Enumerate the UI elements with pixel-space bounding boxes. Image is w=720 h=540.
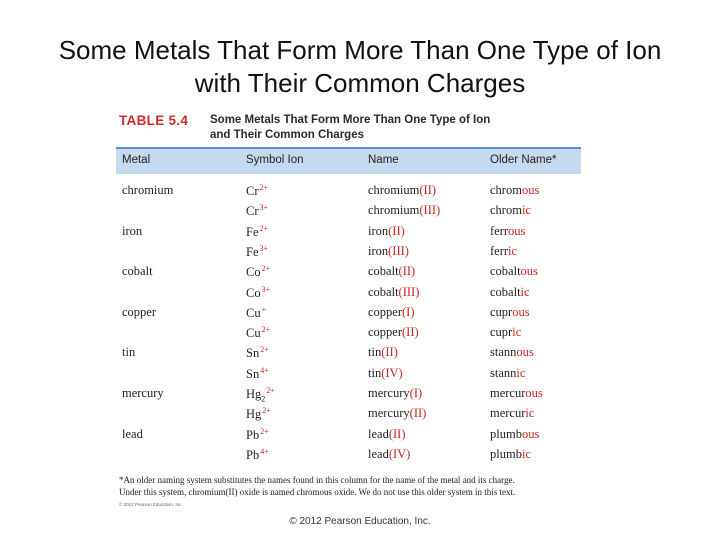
cell-name — [368, 285, 419, 300]
footnote-line-2: Under this system, chromium(II) oxide is named chromous oxide. We do not use this older system in this text. — [119, 487, 516, 497]
older-name-stem: mercur — [490, 386, 526, 400]
older-name-stem: cobalt — [490, 284, 521, 299]
cell-metal: copper — [122, 304, 157, 319]
roman-numeral: (II) — [388, 426, 406, 441]
ion-name: copper — [368, 325, 403, 340]
roman-numeral: (II) — [409, 406, 427, 421]
cell-symbol-ion — [246, 305, 266, 321]
older-name-stem: cupr — [490, 325, 513, 340]
cell-metal: iron — [122, 223, 143, 238]
roman-numeral: (III) — [419, 203, 441, 218]
ion-symbol: Cr — [246, 184, 259, 199]
ion-charge: 2+ — [260, 345, 269, 355]
cell-name — [368, 203, 440, 218]
table-caption-line-1: Some Metals That Form More Than One Type of Ion — [210, 114, 491, 126]
roman-numeral: (III) — [388, 243, 409, 258]
older-name-suffix: ic — [516, 365, 526, 380]
older-name-stem: cupr — [490, 304, 513, 319]
ion-symbol: Sn — [246, 346, 260, 361]
table-row — [116, 282, 581, 302]
cell-name — [368, 427, 405, 442]
column-header-older-name: Older Name* — [490, 154, 557, 166]
roman-numeral: (II) — [398, 264, 416, 279]
table-row — [116, 180, 581, 200]
cell-symbol-ion — [246, 203, 268, 219]
column-header-symbol-ion: Symbol Ion — [246, 154, 304, 166]
older-name-stem: plumb — [490, 426, 522, 441]
older-name-suffix: ic — [521, 203, 531, 218]
cell-symbol-ion — [246, 264, 270, 280]
cell-older-name — [490, 224, 525, 239]
cell-metal: lead — [122, 426, 143, 441]
ion-symbol: Pb — [246, 448, 260, 463]
older-name-suffix: ous — [516, 345, 534, 360]
cell-symbol-ion — [246, 285, 270, 301]
older-name-suffix: ous — [512, 304, 530, 319]
older-name-suffix: ic — [512, 325, 522, 340]
table-row — [116, 302, 581, 322]
older-name-stem: plumb — [490, 446, 522, 461]
cell-symbol-ion — [246, 366, 269, 382]
older-name-suffix: ic — [508, 243, 518, 258]
older-name-suffix: ous — [521, 426, 540, 441]
cell-metal: chromium — [122, 183, 174, 197]
cell-name — [368, 345, 398, 360]
cell-older-name — [490, 325, 521, 340]
ion-charge: 2+ — [259, 183, 269, 192]
column-header-metal: Metal — [122, 154, 151, 166]
cell-symbol-ion — [246, 325, 270, 341]
table-caption — [210, 113, 570, 143]
table-row — [116, 383, 581, 403]
footnote-line-1: *An older naming system substitutes the names found in this column for the name of the metal and its charge. — [119, 475, 515, 485]
table-row — [116, 403, 581, 423]
cell-older-name — [490, 427, 539, 442]
table-caption-line-2: and Their Common Charges — [210, 129, 364, 141]
table-row — [116, 200, 581, 220]
ion-symbol: Hg — [246, 387, 262, 402]
ion-charge: 2+ — [262, 406, 271, 416]
roman-numeral: (II) — [402, 325, 419, 340]
ion-charge: 2+ — [260, 426, 269, 436]
ion-name: lead — [368, 426, 389, 441]
roman-numeral: (IV) — [388, 446, 411, 461]
slide-title — [0, 34, 720, 100]
ion-symbol: Sn — [246, 366, 260, 381]
ion-symbol: Co — [246, 265, 261, 280]
cell-older-name — [490, 406, 534, 421]
older-name-stem: ferr — [490, 243, 509, 258]
ion-symbol: Co — [246, 285, 261, 300]
ion-name: cobalt — [368, 264, 399, 279]
older-name-suffix: ous — [525, 386, 543, 400]
table-number: TABLE 5.4 — [119, 113, 189, 128]
ion-name: tin — [368, 345, 382, 360]
ion-charge: + — [261, 304, 267, 314]
cell-name — [368, 224, 405, 239]
older-name-suffix: ous — [521, 183, 540, 197]
ion-name: copper — [368, 304, 403, 319]
older-name-stem: cobalt — [490, 264, 521, 279]
cell-name — [368, 183, 436, 198]
table-row — [116, 424, 581, 444]
table-footnote — [119, 474, 589, 498]
roman-numeral: (II) — [388, 223, 405, 238]
cell-older-name — [490, 183, 539, 198]
cell-older-name — [490, 264, 538, 279]
cell-symbol-ion — [246, 447, 269, 463]
cell-older-name — [490, 345, 534, 360]
cell-metal: cobalt — [122, 264, 153, 279]
cell-name — [368, 264, 415, 279]
table-row — [116, 342, 581, 362]
cell-name — [368, 366, 403, 381]
table-row — [116, 261, 581, 281]
slide-title-line-2: with Their Common Charges — [194, 68, 526, 98]
cell-metal: mercury — [122, 386, 164, 400]
cell-name — [368, 406, 426, 421]
roman-numeral: (I) — [409, 386, 423, 400]
older-name-stem: chrom — [490, 183, 522, 197]
cell-older-name — [490, 305, 530, 320]
table-row — [116, 241, 581, 261]
ion-symbol: Cr — [246, 204, 259, 219]
ion-name: chromium — [368, 183, 420, 197]
ion-charge: 2+ — [259, 223, 269, 233]
cell-symbol-ion — [246, 406, 271, 422]
column-header-name: Name — [368, 154, 399, 166]
ion-name: chromium — [368, 203, 420, 218]
ion-name: cobalt — [368, 284, 399, 299]
roman-numeral: (II) — [419, 183, 437, 197]
table-row — [116, 221, 581, 241]
cell-name — [368, 325, 419, 340]
cell-symbol-ion — [246, 244, 268, 260]
table-heading — [119, 112, 589, 146]
older-name-suffix: ic — [520, 284, 530, 299]
ion-symbol: Fe — [246, 245, 259, 260]
ion-symbol: Fe — [246, 224, 259, 239]
ion-charge: 4+ — [260, 446, 269, 456]
table-header-row — [116, 149, 581, 174]
ion-charge: 4+ — [260, 365, 269, 375]
ion-symbol: Hg — [246, 407, 262, 422]
cell-symbol-ion — [246, 345, 269, 361]
cell-name — [368, 244, 409, 259]
ion-name: tin — [368, 365, 382, 380]
cell-older-name — [490, 285, 530, 300]
roman-numeral: (IV) — [381, 365, 403, 380]
older-name-suffix: ous — [520, 264, 538, 279]
older-name-stem: chrom — [490, 203, 522, 218]
cell-older-name — [490, 447, 531, 462]
ion-charge: 3+ — [261, 284, 271, 294]
cell-name — [368, 305, 415, 320]
older-name-stem: stann — [490, 365, 517, 380]
table-row — [116, 322, 581, 342]
slide-credit: © 2012 Pearson Education, Inc. — [289, 516, 431, 527]
ion-charge: 2+ — [266, 386, 275, 395]
cell-symbol-ion — [246, 427, 269, 443]
roman-numeral: (I) — [402, 304, 415, 319]
roman-numeral: (III) — [398, 284, 420, 299]
roman-numeral: (II) — [381, 345, 398, 360]
ion-charge: 3+ — [259, 203, 269, 213]
table-credit: © 2012 Pearson Education, Inc. — [119, 502, 183, 507]
older-name-stem: stann — [490, 345, 517, 360]
older-name-suffix: ic — [525, 406, 535, 421]
older-name-stem: ferr — [490, 223, 509, 238]
ion-name: mercury — [368, 406, 410, 421]
ion-symbol: Cu — [246, 326, 261, 341]
cell-name — [368, 447, 410, 462]
ion-charge: 3+ — [259, 243, 269, 253]
cell-older-name — [490, 203, 531, 218]
ion-symbol: Cu — [246, 305, 261, 320]
cell-older-name — [490, 386, 543, 401]
ion-subscript: 2 — [261, 394, 266, 404]
older-name-suffix: ous — [508, 223, 526, 238]
ion-charge: 2+ — [261, 325, 271, 335]
cell-symbol-ion — [246, 183, 268, 199]
ion-charge: 2+ — [261, 264, 271, 274]
ion-name: iron — [368, 243, 389, 258]
ion-name: lead — [368, 446, 389, 461]
cell-older-name — [490, 366, 525, 381]
cell-symbol-ion — [246, 224, 268, 240]
ion-name: mercury — [368, 386, 410, 400]
cell-metal: tin — [122, 345, 136, 360]
table-row — [116, 444, 581, 464]
ion-symbol: Pb — [246, 427, 260, 442]
older-name-stem: mercur — [490, 406, 526, 421]
cell-name — [368, 386, 422, 401]
cell-symbol-ion — [246, 386, 275, 404]
older-name-suffix: ic — [521, 446, 531, 461]
table-row — [116, 363, 581, 383]
cell-older-name — [490, 244, 517, 259]
slide-title-line-1: Some Metals That Form More Than One Type of Ion — [58, 35, 662, 65]
ion-name: iron — [368, 223, 389, 238]
